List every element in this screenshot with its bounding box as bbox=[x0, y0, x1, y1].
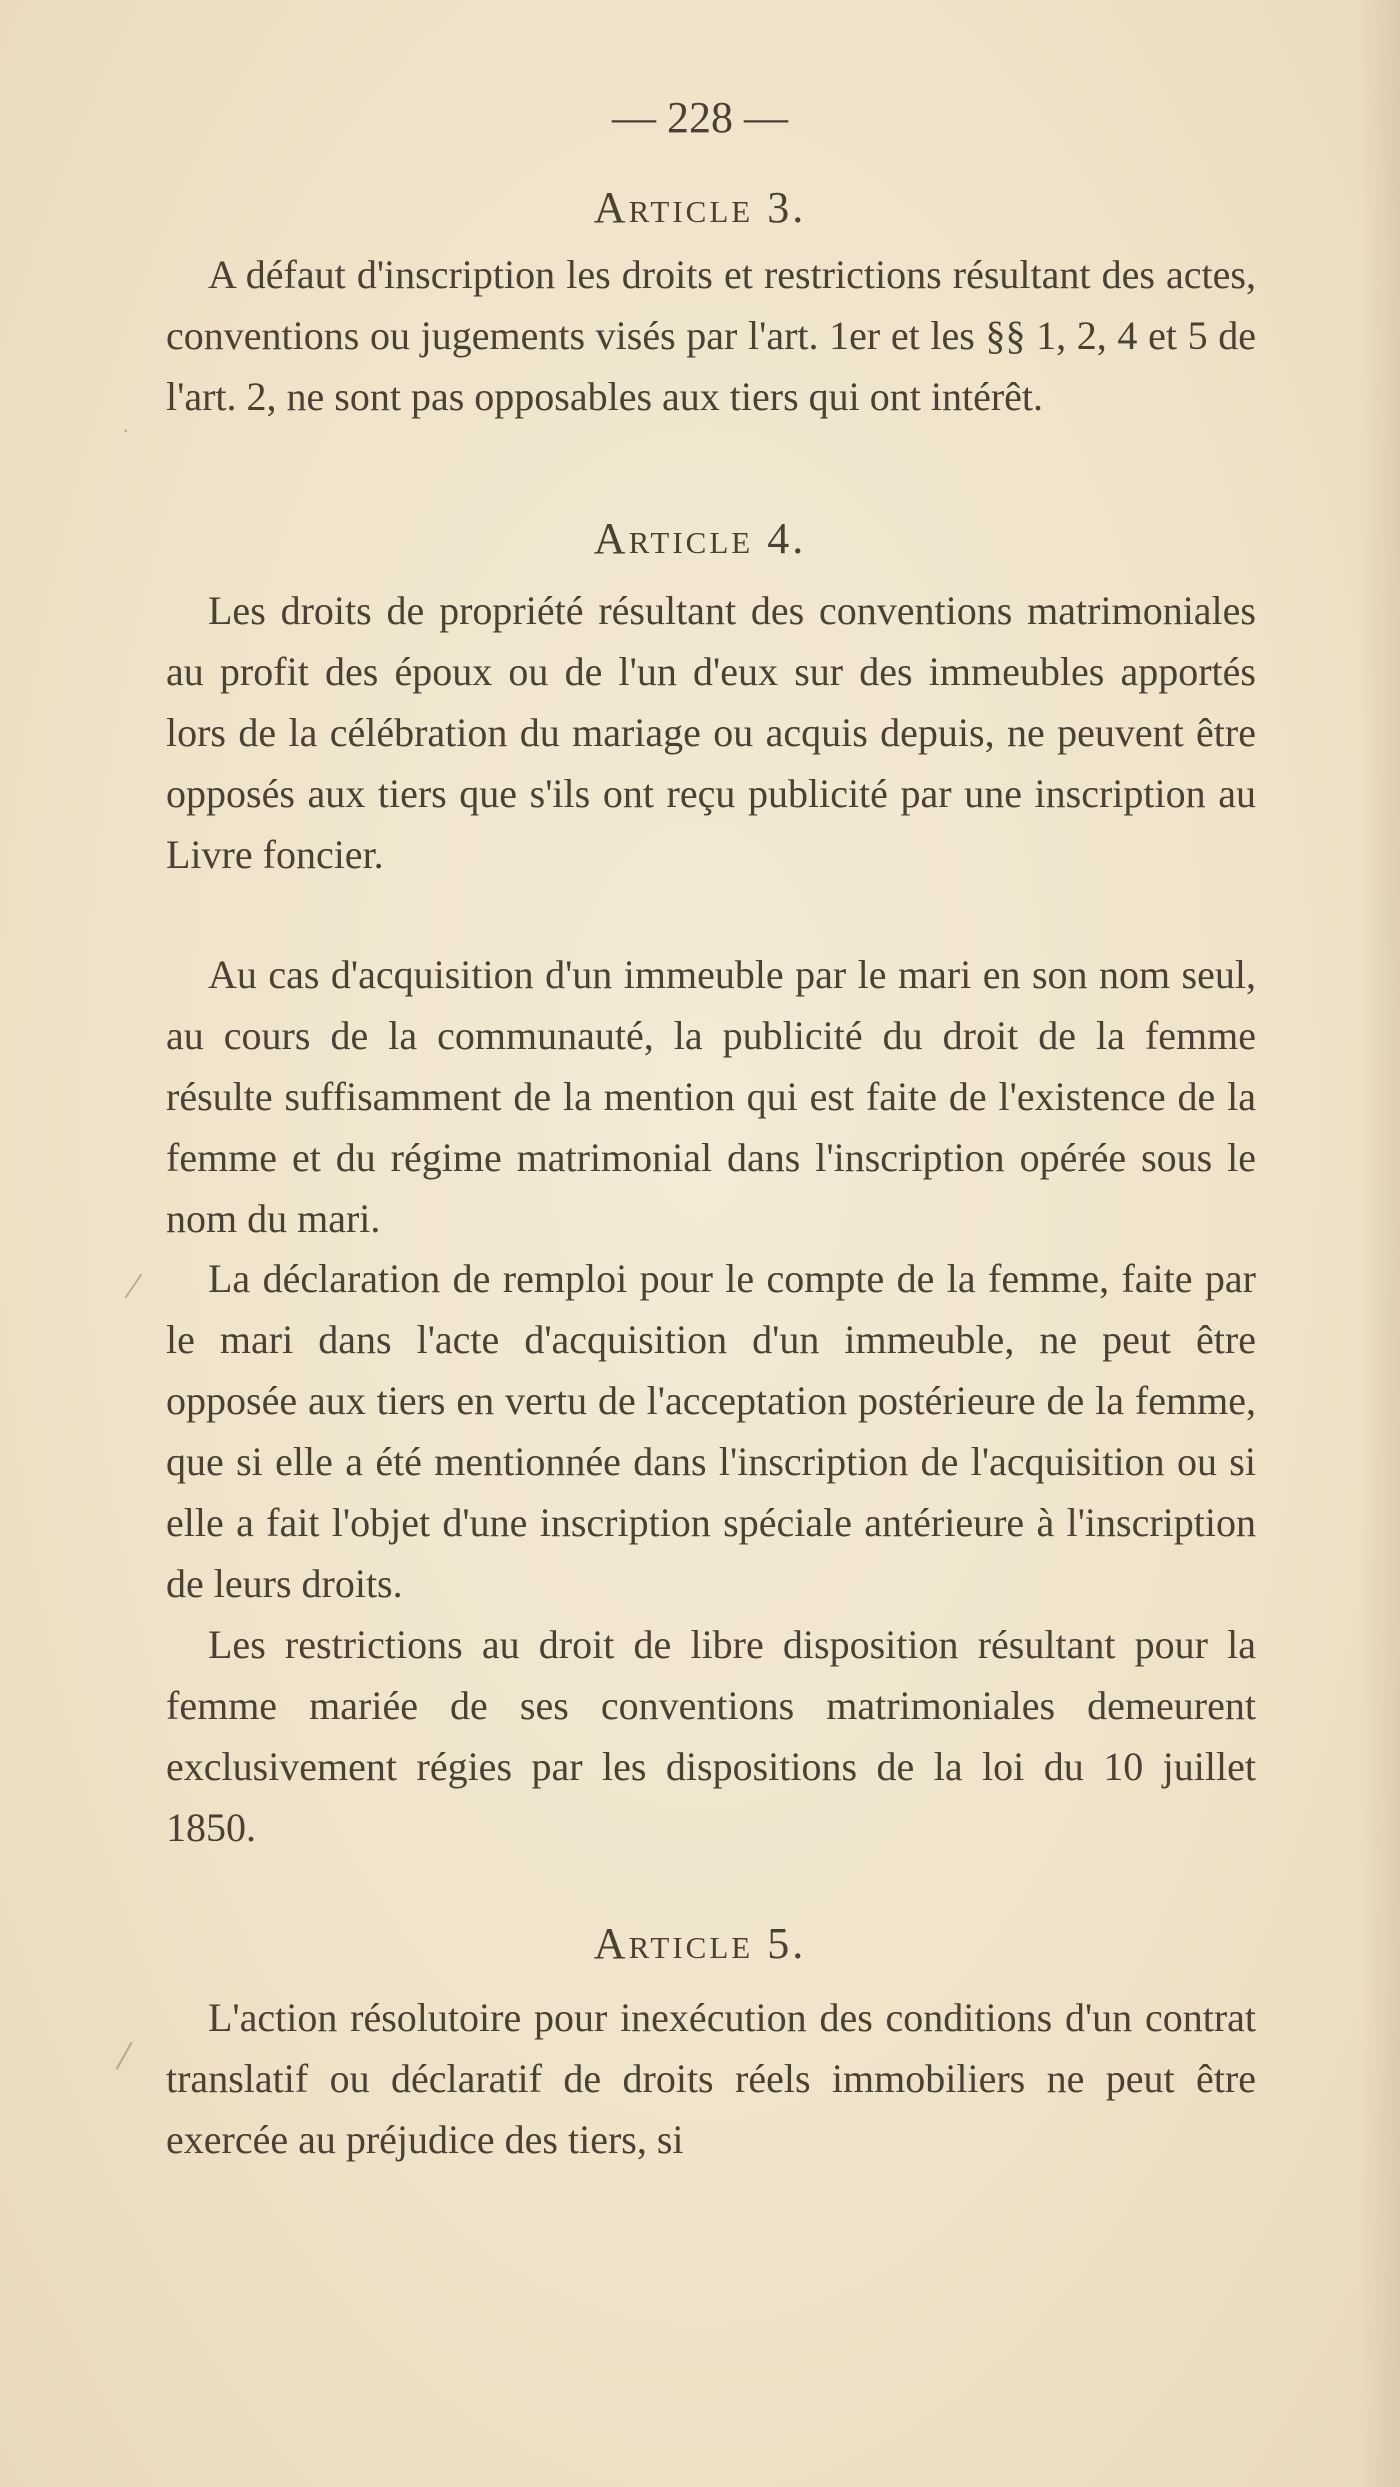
article-4-paragraph-3: La déclaration de remploi pour le compte de la femme, faite par le mari dans l'acte d'acquisition d'un immeuble, ne peut être opposée aux tiers en vertu de l'acceptation postérieure de la femme, que si elle a été mentionnée dans l'inscription de l'acquisition ou si elle a fait l'objet d'une inscription spéciale antérieure à l'inscription de leurs droits. bbox=[166, 1256, 1256, 1606]
article-4-paragraph-1: Les droits de propriété résultant des conventions matrimoniales au profit des époux ou de l'un d'eux sur des immeubles apportés lors de la célébration du mariage ou acquis depuis, ne peuvent être opposés aux tiers que s'ils ont reçu publicité par une inscription au Livre foncier. bbox=[166, 588, 1256, 877]
article-5-heading: Article 5. bbox=[593, 1919, 807, 1968]
article-4-paragraph-2: Au cas d'acquisition d'un immeuble par le mari en son nom seul, au cours de la communauté, la publicité du droit de la femme résulte suffisamment de la mention qui est faite de l'existence de la femme et du régime matrimonial dans l'inscription opérée sous le nom du mari. bbox=[166, 952, 1256, 1241]
stray-mark: / bbox=[113, 2030, 135, 2081]
article-3-heading: Article 3. bbox=[593, 183, 807, 232]
article-5-paragraph-1: L'action résolutoire pour inexécution des conditions d'un contrat translatif ou déclaratif de droits réels immobiliers ne peut être exercée au préjudice des tiers, si bbox=[166, 1995, 1256, 2162]
page-number: — 228 — bbox=[612, 93, 788, 142]
article-3-paragraph-1: A défaut d'inscription les droits et restrictions résultant des actes, conventions ou jugements visés par l'art. 1er et les §§ 1, 2, 4 et 5 de l'art. 2, ne sont pas opposables aux tiers qui ont intérêt. bbox=[166, 252, 1256, 419]
article-4-paragraph-4: Les restrictions au droit de libre disposition résultant pour la femme mariée de ses conventions matrimoniales demeurent exclusivement régies par les dispositions de la loi du 10 juillet 1850. bbox=[166, 1622, 1256, 1850]
stray-mark: · bbox=[122, 418, 130, 443]
article-4-heading: Article 4. bbox=[593, 514, 807, 563]
stray-mark: / bbox=[122, 1262, 145, 1309]
